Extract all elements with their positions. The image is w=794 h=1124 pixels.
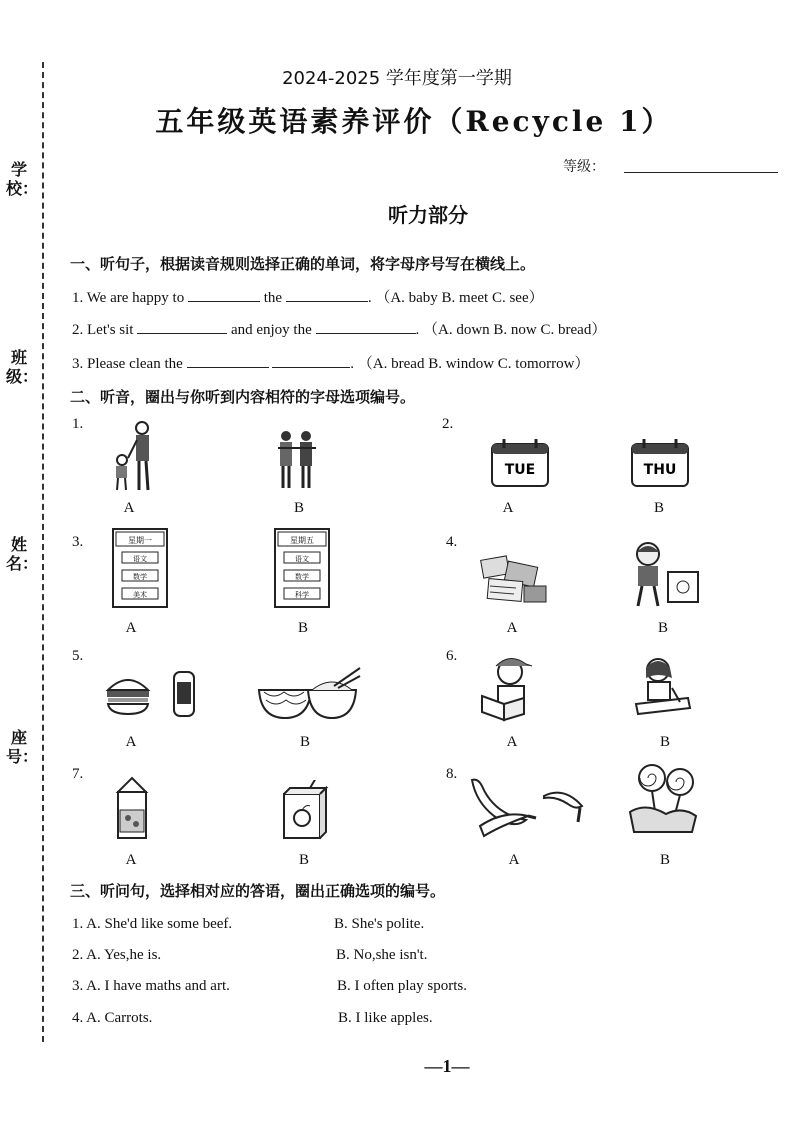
timetable-b-row-1: 语文 xyxy=(295,555,309,563)
s3-q2-option-b[interactable]: B. No,she isn't. xyxy=(336,947,428,963)
s1-q2-pre: 2. Let's sit xyxy=(72,322,134,338)
s2-item-2-option-a[interactable]: A xyxy=(502,500,514,516)
s2-item-7-option-a[interactable]: A xyxy=(125,852,137,868)
s1-q1-options: （A. baby B. meet C. see） xyxy=(375,290,544,306)
s1-q1-blank-1[interactable] xyxy=(188,287,260,302)
s3-q1-option-b[interactable]: B. She's polite. xyxy=(334,916,425,932)
s1-q1-pre: 1. We are happy to xyxy=(72,290,185,306)
s2-item-5-number: 5. xyxy=(72,648,84,664)
milk-carton-picture[interactable] xyxy=(112,776,152,840)
s2-item-6-number: 6. xyxy=(446,648,458,664)
timetable-a-header: 星期一 xyxy=(128,536,152,545)
side-label-name: 姓名： xyxy=(6,535,39,573)
chili-peppers-picture[interactable] xyxy=(464,776,588,838)
s3-q3-option-b[interactable]: B. I often play sports. xyxy=(337,978,467,994)
s1-q3-options: （A. bread B. window C. tomorrow） xyxy=(357,356,590,372)
s2-item-3-option-b[interactable]: B xyxy=(297,620,308,636)
s2-item-6-option-a[interactable]: A xyxy=(506,734,518,750)
exam-title: 五年级英语素养评价（Recycle 1） xyxy=(155,105,673,138)
listening-section-title: 听力部分 xyxy=(388,203,468,227)
timetable-a-row-2: 数学 xyxy=(133,573,147,581)
s2-item-2-number: 2. xyxy=(442,416,454,432)
side-label-school: 学校： xyxy=(6,160,39,198)
page-number: —1— xyxy=(424,1056,470,1076)
s2-item-4-option-a[interactable]: A xyxy=(506,620,518,636)
s2-item-8-number: 8. xyxy=(446,766,458,782)
burger-and-cola-picture[interactable] xyxy=(104,668,198,720)
s3-q1-option-a[interactable]: 1. A. She'd like some beef. xyxy=(72,916,233,932)
calendar-tue-icon[interactable] xyxy=(490,438,550,488)
s1-q2-mid: and enjoy the xyxy=(230,322,312,338)
calendar-tue-text: TUE xyxy=(504,462,536,478)
s2-item-1-option-b[interactable]: B xyxy=(293,500,304,516)
s2-item-5-option-b[interactable]: B xyxy=(299,734,310,750)
boy-reading-picture[interactable] xyxy=(474,652,546,722)
juice-box-picture[interactable] xyxy=(280,780,334,842)
s2-item-7-number: 7. xyxy=(72,766,84,782)
s1-q1-blank-2[interactable] xyxy=(286,287,368,302)
s1-question-3 xyxy=(72,352,589,373)
timetable-b-row-3: 科学 xyxy=(295,591,309,599)
timetable-friday-picture[interactable] xyxy=(274,528,330,608)
side-label-seat: 座号： xyxy=(6,728,39,766)
s2-item-1-number: 1. xyxy=(72,416,84,432)
calendar-thu-text: THU xyxy=(643,462,677,478)
timetable-a-row-3: 美术 xyxy=(133,591,147,599)
s3-q3-option-a[interactable]: 3. A. I have maths and art. xyxy=(72,978,230,994)
s2-item-8-option-b[interactable]: B xyxy=(659,852,670,868)
s2-item-3-number: 3. xyxy=(72,534,84,550)
s1-q3-pre: 3. Please clean the xyxy=(72,356,183,372)
s3-q4-option-a[interactable]: 4. A. Carrots. xyxy=(72,1010,153,1026)
s1-q3-blank-1[interactable] xyxy=(187,353,269,368)
s2-item-4-option-b[interactable]: B xyxy=(657,620,668,636)
kid-cleaning-picture[interactable] xyxy=(628,540,702,610)
s3-q4-option-b[interactable]: B. I like apples. xyxy=(338,1010,433,1026)
s1-q2-options: （A. down B. now C. bread） xyxy=(423,322,607,338)
calendar-thu-icon[interactable] xyxy=(630,438,690,488)
s3-q2-option-a[interactable]: 2. A. Yes,he is. xyxy=(72,947,162,963)
section2-title: 二、听音，圈出与你听到内容相符的字母选项编号。 xyxy=(70,388,416,406)
s1-q2-blank-1[interactable] xyxy=(137,319,227,334)
s2-item-5-option-a[interactable]: A xyxy=(125,734,137,750)
s1-q1-end: . xyxy=(367,290,372,306)
two-people-picture[interactable] xyxy=(272,428,322,490)
timetable-b-row-2: 数学 xyxy=(295,573,309,581)
grade-blank[interactable] xyxy=(624,172,778,173)
s2-item-7-option-b[interactable]: B xyxy=(298,852,309,868)
s1-q2-blank-2[interactable] xyxy=(316,319,416,334)
grade-label: 等级： xyxy=(563,159,605,175)
year-term: 2024-2025 学年度第一学期 xyxy=(282,68,512,89)
timetable-a-row-1: 语文 xyxy=(133,555,147,563)
s2-item-6-option-b[interactable]: B xyxy=(659,734,670,750)
messy-papers-picture[interactable] xyxy=(476,552,552,606)
timetable-monday-picture[interactable] xyxy=(112,528,168,608)
s1-q3-blank-2[interactable] xyxy=(272,353,350,368)
s1-q3-end: . xyxy=(350,356,355,372)
lollipops-and-candy-picture[interactable] xyxy=(626,762,700,838)
timetable-b-header: 星期五 xyxy=(290,536,314,545)
section1-title: 一、听句子，根据读音规则选择正确的单词，将字母序号写在横线上。 xyxy=(70,255,536,273)
s2-item-2-option-b[interactable]: B xyxy=(653,500,664,516)
s2-item-4-number: 4. xyxy=(446,534,458,550)
greeting-teacher-picture[interactable] xyxy=(104,418,160,494)
s1-q2-end: . xyxy=(415,322,420,338)
s1-question-2 xyxy=(72,318,606,339)
s2-item-3-option-a[interactable]: A xyxy=(125,620,137,636)
s2-item-8-option-a[interactable]: A xyxy=(508,852,520,868)
s2-item-1-option-a[interactable]: A xyxy=(123,500,135,516)
side-label-class: 班级： xyxy=(6,348,39,386)
section3-title: 三、听问句，选择相对应的答语，圈出正确选项的编号。 xyxy=(70,882,446,900)
s1-q1-mid: the xyxy=(263,290,283,306)
girl-writing-picture[interactable] xyxy=(630,654,694,718)
noodles-and-rice-picture[interactable] xyxy=(256,664,362,722)
s1-question-1 xyxy=(72,286,544,307)
